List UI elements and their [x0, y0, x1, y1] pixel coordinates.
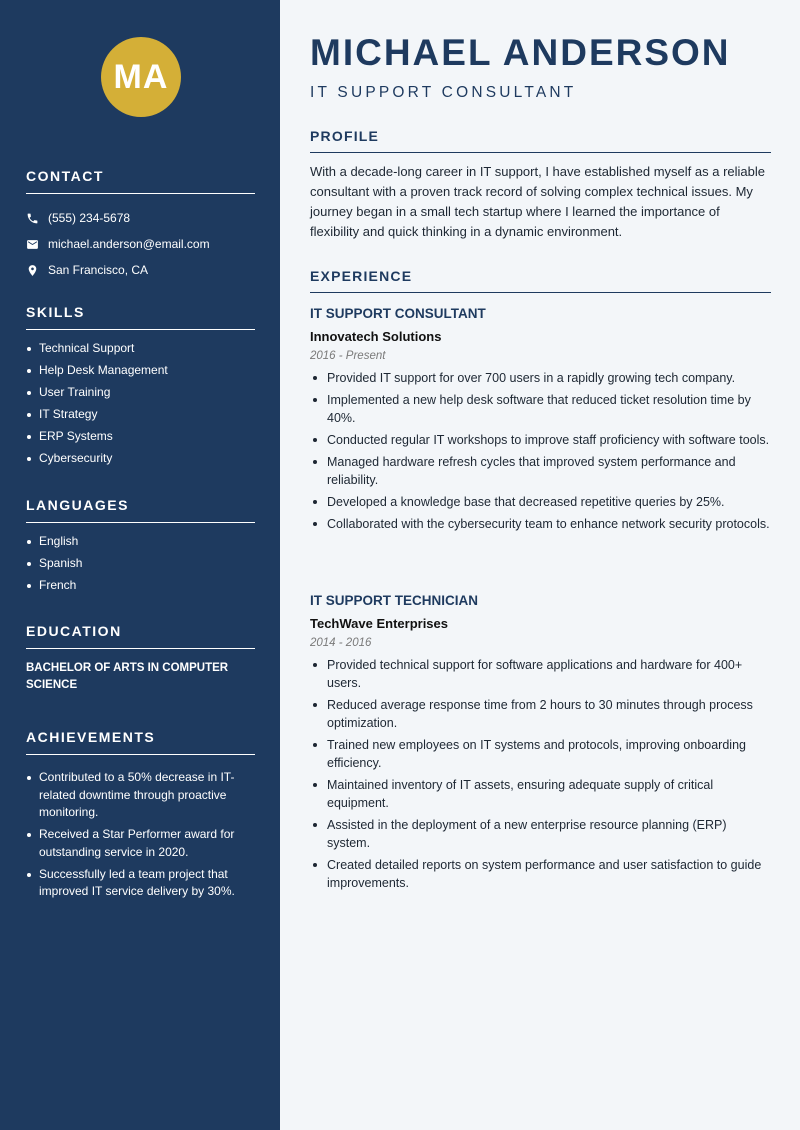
achievements-list	[26, 769, 255, 901]
job-entry	[310, 593, 771, 896]
avatar-initials: MA	[101, 37, 181, 117]
job-bullet: Assisted in the deployment of a new enterprise resource planning (ERP) system.	[310, 816, 771, 852]
experience-heading: EXPERIENCE	[310, 268, 771, 293]
achievement-item: Received a Star Performer award for outstanding service in 2020.	[26, 826, 255, 861]
job-bullets	[310, 369, 771, 533]
company-name: Innovatech Solutions	[310, 329, 442, 344]
language-item: Spanish	[26, 555, 255, 573]
company-name: TechWave Enterprises	[310, 616, 448, 631]
skills-list	[26, 340, 255, 468]
contact-phone	[26, 205, 255, 231]
job-bullet: Conducted regular IT workshops to improve staff proficiency with software tools.	[310, 431, 771, 449]
skills-heading: SKILLS	[26, 304, 255, 330]
languages-list	[26, 533, 255, 595]
job-bullet: Maintained inventory of IT assets, ensuring adequate supply of critical equipment.	[310, 776, 771, 812]
job-dates: 2014 - 2016	[310, 637, 372, 649]
skill-item: ERP Systems	[26, 428, 255, 446]
languages-section	[26, 497, 255, 599]
phone-text: (555) 234-5678	[48, 211, 131, 225]
job-bullet: Created detailed reports on system performance and user satisfaction to guide improvements.	[310, 856, 771, 892]
job-bullet: Developed a knowledge base that decreased repetitive queries by 25%.	[310, 493, 771, 511]
phone-icon	[26, 212, 39, 225]
job-dates: 2016 - Present	[310, 350, 386, 362]
email-icon	[26, 238, 39, 251]
achievement-item: Contributed to a 50% decrease in IT-related downtime through proactive monitoring.	[26, 769, 255, 822]
location-pin-icon	[26, 264, 39, 277]
job-bullet: Managed hardware refresh cycles that improved system performance and reliability.	[310, 453, 771, 489]
sidebar	[0, 0, 280, 1130]
job-bullet: Trained new employees on IT systems and protocols, improving onboarding efficiency.	[310, 736, 771, 772]
skill-item: Cybersecurity	[26, 450, 255, 468]
language-item: French	[26, 577, 255, 595]
skill-item: IT Strategy	[26, 406, 255, 424]
education-section	[26, 623, 255, 694]
contact-location	[26, 257, 255, 283]
profile-heading: PROFILE	[310, 128, 771, 153]
degree-title: BACHELOR OF ARTS IN COMPUTER SCIENCE	[26, 662, 229, 691]
education-heading: EDUCATION	[26, 623, 255, 649]
job-title: IT SUPPORT TECHNICIAN	[310, 593, 479, 608]
profile-section	[310, 128, 771, 242]
experience-section	[310, 268, 771, 293]
language-item: English	[26, 533, 255, 551]
contact-section	[26, 168, 255, 283]
job-bullet: Implemented a new help desk software that reduced ticket resolution time by 40%.	[310, 391, 771, 427]
contact-heading: CONTACT	[26, 168, 255, 194]
skill-item: User Training	[26, 384, 255, 402]
job-bullet: Provided technical support for software applications and hardware for 400+ users.	[310, 656, 771, 692]
contact-email	[26, 231, 255, 257]
profile-text: With a decade-long career in IT support, I have established myself as a reliable consultant with a proven track record of solving complex technical issues. My journey began in a small tech startup where I learned the importance of flexibility and quick thinking in a dynamic environment.	[310, 164, 765, 239]
skill-item: Technical Support	[26, 340, 255, 358]
job-entry	[310, 306, 771, 537]
contact-list	[26, 205, 255, 283]
job-bullet: Provided IT support for over 700 users in a rapidly growing tech company.	[310, 369, 771, 387]
job-title-header: IT SUPPORT CONSULTANT	[310, 84, 577, 101]
job-bullet: Reduced average response time from 2 hours to 30 minutes through process optimization.	[310, 696, 771, 732]
languages-heading: LANGUAGES	[26, 497, 255, 523]
email-text: michael.anderson@email.com	[48, 237, 210, 251]
job-bullet: Collaborated with the cybersecurity team to enhance network security protocols.	[310, 515, 771, 533]
full-name: MICHAEL ANDERSON	[310, 32, 731, 73]
skills-section	[26, 304, 255, 473]
achievement-item: Successfully led a team project that improved IT service delivery by 30%.	[26, 866, 255, 901]
location-text: San Francisco, CA	[48, 263, 149, 277]
achievements-section	[26, 729, 255, 905]
achievements-heading: ACHIEVEMENTS	[26, 729, 255, 755]
job-title: IT SUPPORT CONSULTANT	[310, 306, 486, 321]
skill-item: Help Desk Management	[26, 362, 255, 380]
job-bullets	[310, 656, 771, 892]
